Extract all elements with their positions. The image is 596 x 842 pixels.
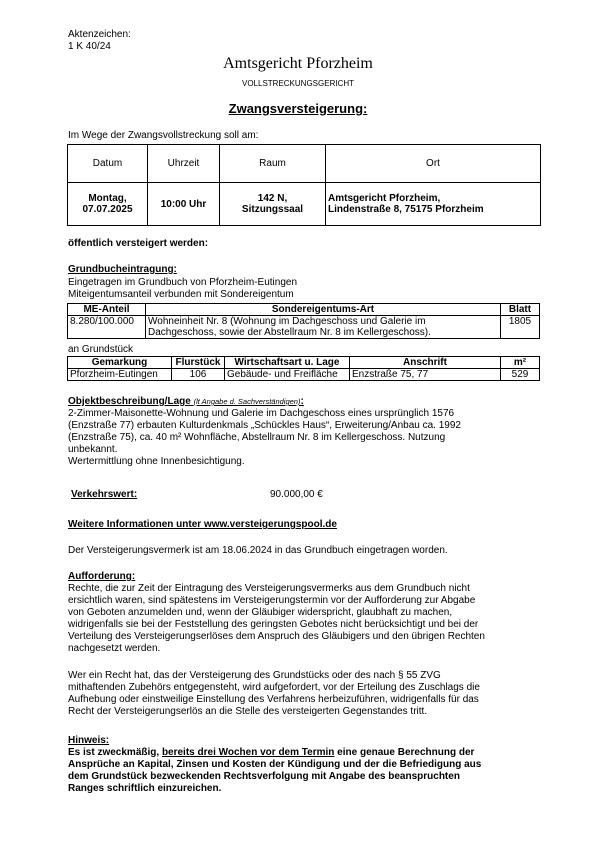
sondereigentum-table [67, 303, 540, 339]
objekt-heading [68, 396, 304, 408]
header-me-anteil: ME-Anteil [68, 304, 146, 316]
header-gemarkung: Gemarkung [68, 357, 172, 369]
termin-datum [68, 183, 148, 226]
blatt-value: 1805 [501, 316, 540, 339]
termin-uhrzeit: 10:00 Uhr [148, 183, 220, 226]
an-grundstueck-label: an Grundstück [68, 344, 134, 355]
hinweis-line1 [68, 747, 481, 759]
intro-text: Im Wege der Zwangsvollstreckung soll am: [68, 130, 259, 141]
header-anschrift: Anschrift [350, 357, 501, 369]
sondereigentum-line2: Dachgeschoss, sowie der Abstellraum Nr. 8 im Kellergeschoss). [148, 327, 431, 338]
hinweis-text [68, 747, 481, 795]
header-uhrzeit: Uhrzeit [148, 145, 220, 183]
hinweis-line2: Ansprüche an Kapital, Zinsen und Kosten der Kündigung und der die Befriedigung aus [68, 759, 482, 770]
hinweis-line1-deadline: bereits drei Wochen vor dem Termin [161, 747, 335, 758]
hinweis-line3: dem Grundstück bezweckenden Rechtsverfolgung mit Angabe des beanspruchten [68, 771, 460, 782]
header-flaeche: m² [501, 357, 540, 369]
aufforderung-p2-line: Aufhebung oder einstweilige Einstellung des Verfahrens herbeizuführen, widrigenfalls für das [68, 694, 479, 705]
raum-line2: Sitzungssaal [241, 204, 304, 215]
header-sondereigentums-art: Sondereigentums-Art [146, 304, 501, 316]
aufforderung-p2-line: Recht der Versteigerungserlös an die Stelle des versteigerten Gegenstandes tritt. [68, 706, 428, 717]
aufforderung-paragraph-2 [68, 670, 480, 718]
aufforderung-p2-line: mithaftenden Zubehörs entgegensteht, wird aufgefordert, vor der Erteilung des Zuschlags die [68, 682, 480, 693]
gemarkung-value: Pforzheim-Eutingen [68, 369, 172, 381]
flaeche-value: 529 [501, 369, 540, 381]
sondereigentum-line1: Wohneinheit Nr. 8 (Wohnung im Dachgeschoss und Galerie im [148, 316, 426, 327]
objekt-heading-note: (lt Angabe d. Sachverständigen) [193, 397, 301, 406]
grundstueck-table [67, 356, 540, 381]
objekt-line4: unbekannt. [68, 444, 118, 455]
document-title: Zwangsversteigerung: [228, 101, 368, 116]
objekt-line5: Wertermittlung ohne Innenbesichtigung. [68, 456, 245, 467]
header-datum: Datum [68, 145, 148, 183]
termin-table [67, 144, 541, 226]
hinweis-heading: Hinweis: [68, 735, 110, 746]
ort-line2: Lindenstraße 8, 75175 Pforzheim [328, 204, 484, 215]
objekt-heading-colon: : [300, 396, 304, 407]
me-anteil-value: 8.280/100.000 [68, 316, 146, 339]
objekt-line1: 2-Zimmer-Maisonette-Wohnung und Galerie im Dachgeschoss eines ursprünglich 1576 [68, 408, 455, 419]
objekt-heading-text: Objektbeschreibung/Lage [68, 396, 191, 407]
vermerk-text: Der Versteigerungsvermerk ist am 18.06.2024 in das Grundbuch eingetragen worden. [68, 545, 448, 556]
aufforderung-p1-line: nachgesetzt werden. [68, 643, 161, 654]
grundbuch-line2: Miteigentumsanteil verbunden mit Sondereigentum [68, 289, 294, 300]
header-blatt: Blatt [501, 304, 540, 316]
objekt-line3: (Enzstraße 75), ca. 40 m² Wohnfläche, Abstellraum Nr. 8 im Kellergeschoss. Nutzung [68, 432, 446, 443]
aufforderung-p1-line: Rechte, die zur Zeit der Eintragung des Versteigerungsvermerks aus dem Grundbuch nicht [68, 583, 470, 594]
header-raum: Raum [220, 145, 326, 183]
versteigert-text: öffentlich versteigert werden: [68, 238, 209, 249]
flurstueck-value: 106 [172, 369, 225, 381]
header-wirtschaftsart: Wirtschaftsart u. Lage [225, 357, 350, 369]
grundbuch-heading: Grundbucheintragung: [68, 264, 177, 275]
aufforderung-p1-line: ersichtlich waren, sind spätestens im Versteigerungstermin vor der Aufforderung zur Abgabe [68, 595, 476, 606]
aufforderung-p2-line: Wer ein Recht hat, das der Versteigerung des Grundstücks oder des nach § 55 ZVG [68, 670, 441, 681]
datum-line1: Montag, [88, 193, 127, 204]
raum-line1: 142 N, [257, 193, 288, 204]
header-ort: Ort [326, 145, 541, 183]
grundbuch-line1: Eingetragen im Grundbuch von Pforzheim-Eutingen [68, 277, 298, 288]
objekt-line2: (Enzstraße 77) erbauten Kulturdenkmals „Schückles Haus“, Erweiterung/Anbau ca. 1992 [68, 420, 461, 431]
termin-ort [326, 183, 541, 226]
datum-line2: 07.07.2025 [82, 204, 133, 215]
aktenzeichen: 1 K 40/24 [68, 41, 111, 52]
sondereigentum-value [146, 316, 501, 339]
info-link[interactable]: Weitere Informationen unter www.versteigerungspool.de [68, 519, 337, 530]
hinweis-line4: Ranges schriftlich einzureichen. [68, 783, 222, 794]
header-flurstueck: Flurstück [172, 357, 225, 369]
termin-raum [220, 183, 326, 226]
aktenzeichen-label: Aktenzeichen: [68, 29, 131, 40]
objekt-description [68, 408, 461, 468]
hinweis-line1-c: eine genaue Berechnung der [334, 747, 475, 758]
aufforderung-heading: Aufforderung: [68, 571, 136, 582]
anschrift-value: Enzstraße 75, 77 [350, 369, 501, 381]
court-name: Amtsgericht Pforzheim [223, 55, 373, 72]
court-subtitle: VOLLSTRECKUNGSGERICHT [241, 79, 355, 88]
verkehrswert-value: 90.000,00 € [270, 489, 323, 500]
hinweis-line1-a: Es ist zweckmäßig, [68, 747, 162, 758]
aufforderung-p1-line: widrigenfalls sie bei der Feststellung des geringsten Gebotes nicht berücksichtigt und bei der [68, 619, 479, 630]
aufforderung-paragraph-1 [68, 583, 485, 655]
verkehrswert-label: Verkehrswert: [71, 489, 138, 500]
aufforderung-p1-line: Verteilung des Versteigerungserlöses dem Anspruch des Gläubigers und den übrigen Rechten [68, 631, 485, 642]
aufforderung-p1-line: von Geboten anzumelden und, wenn der Gläubiger widerspricht, glaubhaft zu machen, [68, 607, 453, 618]
ort-line1: Amtsgericht Pforzheim, [328, 193, 441, 204]
wirtschaftsart-value: Gebäude- und Freifläche [225, 369, 350, 381]
